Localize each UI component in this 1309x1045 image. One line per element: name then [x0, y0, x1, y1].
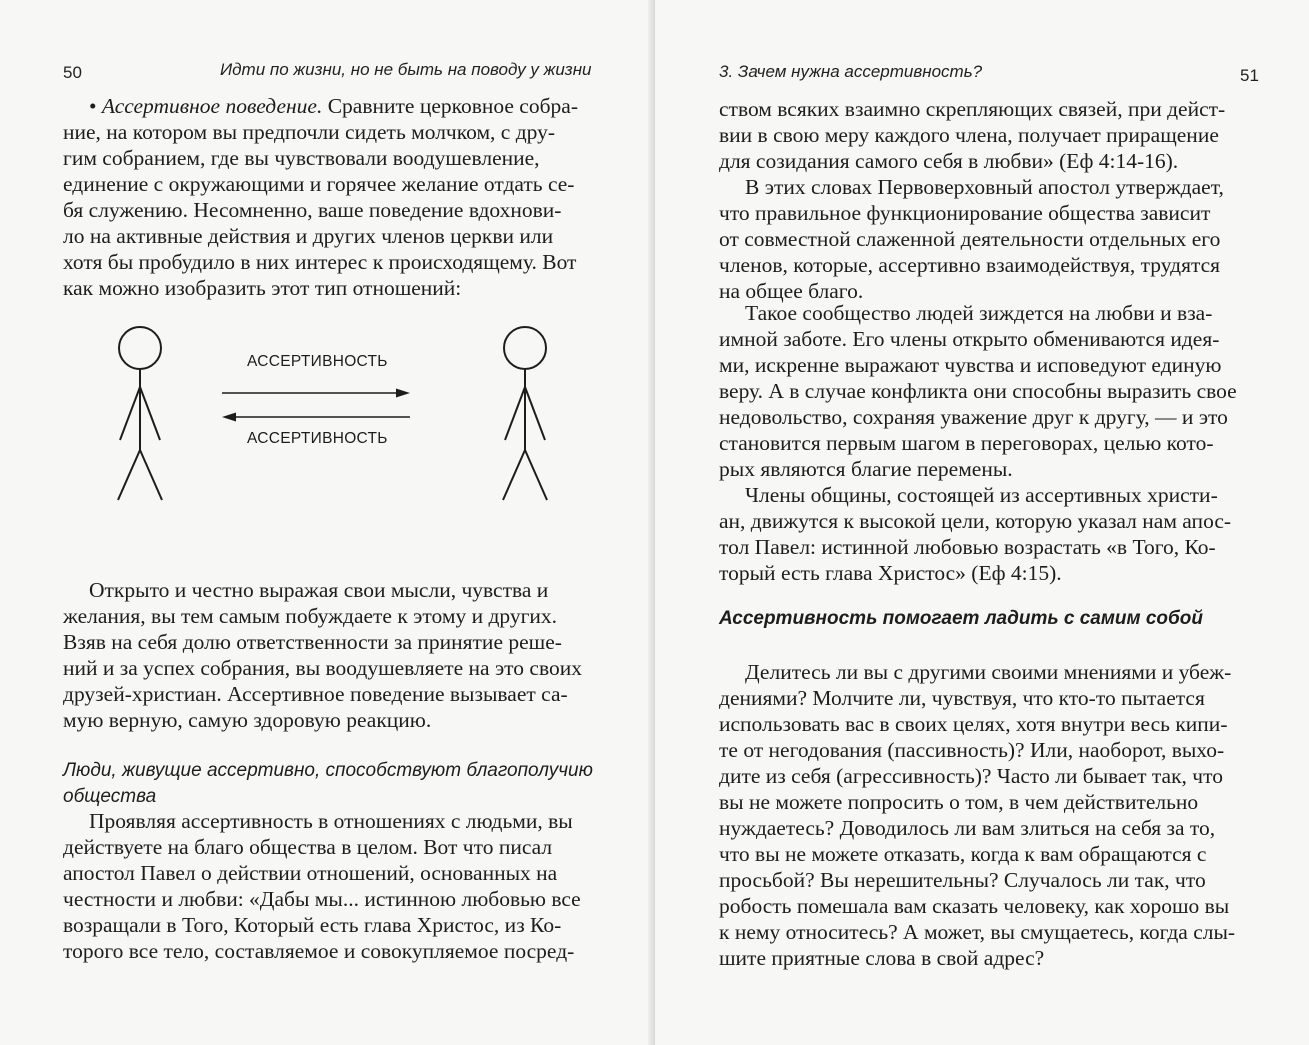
text-line: для созидания самого себя в любви» (Еф 4:14-16). — [719, 149, 1179, 173]
arrow-right — [222, 389, 410, 398]
paragraph — [63, 808, 581, 964]
section-subheading — [63, 758, 593, 810]
text-line: Делитесь ли вы с другими своими мнениями и убеж- — [745, 660, 1232, 684]
text-line: единение с окружающими и горячее желание отдать се- — [63, 172, 575, 196]
text-line: Такое сообщество людей зиждется на любви и вза- — [745, 301, 1213, 325]
text-line: дите из себя (агрессивность)? Часто ли бывает так, что — [719, 764, 1223, 788]
text-line — [63, 93, 578, 119]
text-line: те от негодования (пассивность)? Или, наоборот, выхо- — [719, 738, 1225, 762]
left-page — [0, 0, 654, 1045]
text-line: торый есть глава Христос» (Еф 4:15). — [719, 561, 1062, 585]
text-line: Сравните церковное собра- — [322, 94, 578, 118]
text-line: ми, искренне выражают чувства и исповедуют единую — [719, 353, 1222, 377]
bullet-paragraph — [63, 93, 578, 301]
section-subheading: Ассертивность помогает ладить с самим собой — [719, 608, 1204, 629]
text-line: хотя бы пробудило в них интерес к происходящему. Вот — [63, 250, 577, 274]
paragraph — [719, 482, 1231, 586]
text-line: как можно изобразить этот тип отношений: — [63, 276, 462, 300]
assertiveness-diagram — [100, 315, 570, 515]
text-line: вы не можете попросить о том, в чем действительно — [719, 790, 1199, 814]
text-line: возращали в Того, Который есть глава Христос, из Ко- — [63, 913, 562, 937]
text-line: веру. А в случае конфликта они способны выразить свое — [719, 379, 1237, 403]
text-line: рых являются благие перемены. — [719, 457, 1013, 481]
text-line: честности и любви: «Дабы мы... истинною любовью все — [63, 887, 581, 911]
text-line: членов, которые, ассертивно взаимодействуя, трудятся — [719, 253, 1221, 277]
text-line: Члены общины, состоящей из ассертивных христи- — [745, 483, 1218, 507]
paragraph — [63, 577, 582, 733]
page-number: 51 — [1240, 66, 1259, 85]
paragraph — [719, 174, 1224, 304]
text-line: нуждаетесь? Доводилось ли вам злиться на себя за то, — [719, 816, 1216, 840]
text-line: действуете на благо общества в целом. Вот что писал — [63, 835, 553, 859]
text-line: ан, движутся к высокой цели, которую указал нам апос- — [719, 509, 1232, 533]
text-line: робость помешала вам сказать человеку, как хорошо вы — [719, 894, 1230, 918]
text-line: что вы не можете отказать, когда к вам обращаются с — [719, 842, 1207, 866]
text-line: апостол Павел о действии отношений, основанных на — [63, 861, 558, 885]
text-line: становится первым шагом в переговорах, целью кото- — [719, 431, 1214, 455]
text-line: бя служению. Несомненно, ваше поведение вдохнови- — [63, 198, 562, 222]
bullet-mark: • — [89, 94, 97, 118]
right-page — [655, 0, 1309, 1045]
subheading-line: общества — [63, 786, 157, 807]
page-number: 50 — [63, 63, 82, 82]
diagram-label-bottom: АССЕРТИВНОСТЬ — [247, 430, 388, 447]
text-line: Проявляя ассертивность в отношениях с людьми, вы — [89, 809, 573, 833]
paragraph — [719, 659, 1235, 971]
bullet-lead: Ассертивное поведение. — [101, 94, 323, 118]
diagram-label-top: АССЕРТИВНОСТЬ — [247, 353, 388, 370]
text-line: ний и за успех собрания, вы воодушевляете на это своих — [63, 656, 582, 680]
text-line: гим собранием, где вы чувствовали воодушевление, — [63, 146, 540, 170]
text-line: недовольство, сохраняя уважение друг к другу, — и это — [719, 405, 1228, 429]
text-line: что правильное функционирование общества зависит — [719, 201, 1211, 225]
text-line: дениями? Молчите ли, чувствуя, что кто-то пытается — [719, 686, 1205, 710]
text-line: Взяв на себя долю ответственности за принятие реше- — [63, 630, 562, 654]
text-line: ством всяких взаимно скрепляющих связей, при дейст- — [719, 97, 1226, 121]
text-line: вии в свою меру каждого члена, получает приращение — [719, 123, 1219, 147]
text-line: ло на активные действия и других членов церкви или — [63, 224, 554, 248]
paragraph — [719, 96, 1225, 174]
text-line: мую верную, самую здоровую реакцию. — [63, 708, 432, 732]
text-line: к нему относитесь? А может, вы смущаетесь, когда слы- — [719, 920, 1236, 944]
text-line: друзей-христиан. Ассертивное поведение вызывает са- — [63, 682, 568, 706]
text-line: Открыто и честно выражая свои мысли, чувства и — [89, 578, 549, 602]
text-line: торого все тело, составляемое и совокупляемое посред- — [63, 939, 575, 963]
text-line: использовать вас в своих целях, хотя внутри весь кипи- — [719, 712, 1228, 736]
paragraph — [719, 300, 1237, 482]
running-head: Идти по жизни, но не быть на поводу у жизни — [220, 60, 592, 79]
running-head: 3. Зачем нужна ассертивность? — [719, 62, 983, 81]
text-line: просьбой? Вы нерешительны? Случалось ли так, что — [719, 868, 1206, 892]
text-line: от совместной слаженной деятельности отдельных его — [719, 227, 1221, 251]
stick-figure-left — [118, 327, 162, 500]
arrow-left — [222, 413, 410, 422]
text-line: шите приятные слова в свой адрес? — [719, 946, 1045, 970]
stick-figure-right — [503, 327, 547, 500]
text-line: на общее благо. — [719, 279, 864, 303]
text-line: тол Павел: истинной любовью возрастать «в Того, Ко- — [719, 535, 1216, 559]
text-line: желания, вы тем самым побуждаете к этому и других. — [63, 604, 558, 628]
text-line: имной заботе. Его члены открыто обмениваются идея- — [719, 327, 1220, 351]
text-line: ние, на котором вы предпочли сидеть молчком, с дру- — [63, 120, 556, 144]
subheading-line: Люди, живущие ассертивно, способствуют благополучию — [63, 760, 593, 781]
text-line: В этих словах Первоверховный апостол утверждает, — [745, 175, 1224, 199]
